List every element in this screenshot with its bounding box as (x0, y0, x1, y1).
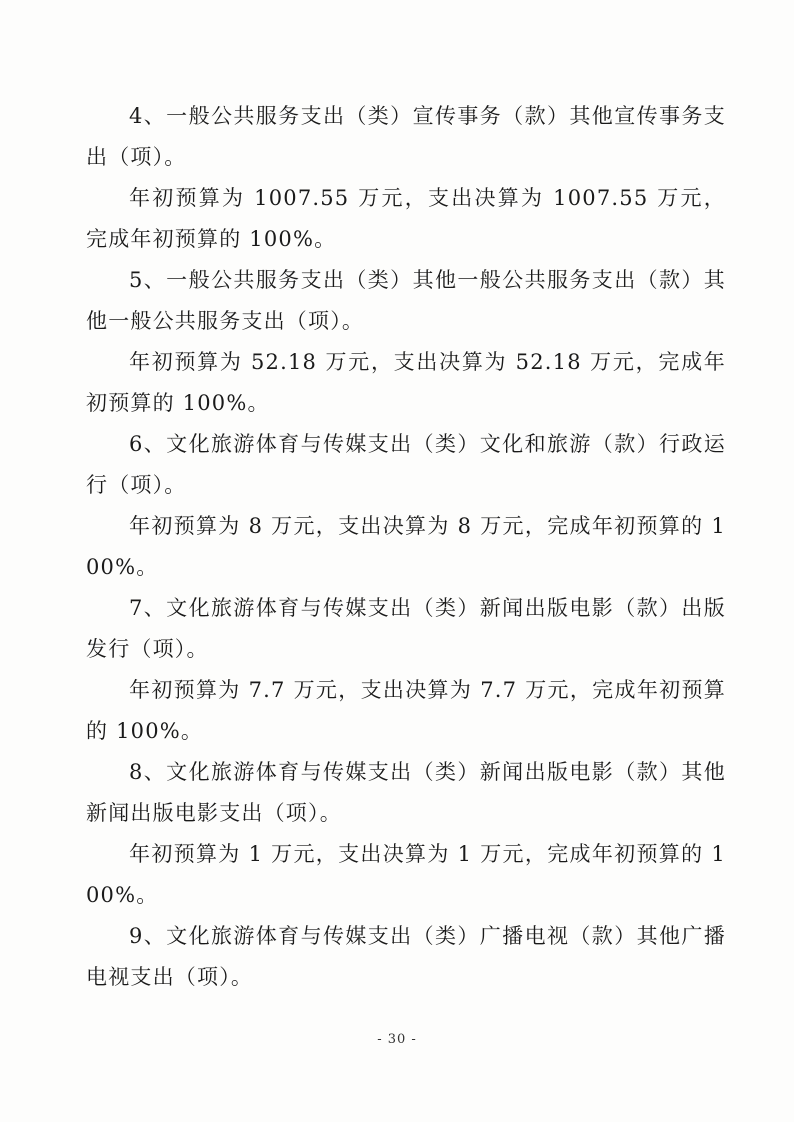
item-6-budget-text: 年初预算为 8 万元，支出决算为 8 万元，完成年初预算的 100%。 (86, 514, 726, 579)
item-7-budget-text: 年初预算为 7.7 万元，支出决算为 7.7 万元，完成年初预算的 100%。 (86, 678, 726, 743)
item-8-heading: 8、文化旅游体育与传媒支出（类）新闻出版电影（款）其他新闻出版电影支出（项）。 (86, 760, 726, 825)
item-7-heading: 7、文化旅游体育与传媒支出（类）新闻出版电影（款）出版发行（项）。 (86, 596, 726, 661)
item-6-heading: 6、文化旅游体育与传媒支出（类）文化和旅游（款）行政运行（项）。 (86, 432, 726, 497)
item-5-heading: 5、一般公共服务支出（类）其他一般公共服务支出（款）其他一般公共服务支出（项）。 (86, 268, 726, 333)
document-body (86, 96, 726, 998)
item-4-budget-text: 年初预算为 1007.55 万元，支出决算为 1007.55 万元，完成年初预算的 100%。 (86, 186, 726, 251)
item-4-heading: 4、一般公共服务支出（类）宣传事务（款）其他宣传事务支出（项）。 (86, 104, 726, 169)
item-5-budget-text: 年初预算为 52.18 万元，支出决算为 52.18 万元，完成年初预算的 100%。 (86, 350, 726, 415)
page-number: - 30 - (377, 1032, 417, 1047)
item-9-heading: 9、文化旅游体育与传媒支出（类）广播电视（款）其他广播电视支出（项）。 (86, 924, 726, 989)
item-8-budget-text: 年初预算为 1 万元，支出决算为 1 万元，完成年初预算的 100%。 (86, 842, 726, 907)
